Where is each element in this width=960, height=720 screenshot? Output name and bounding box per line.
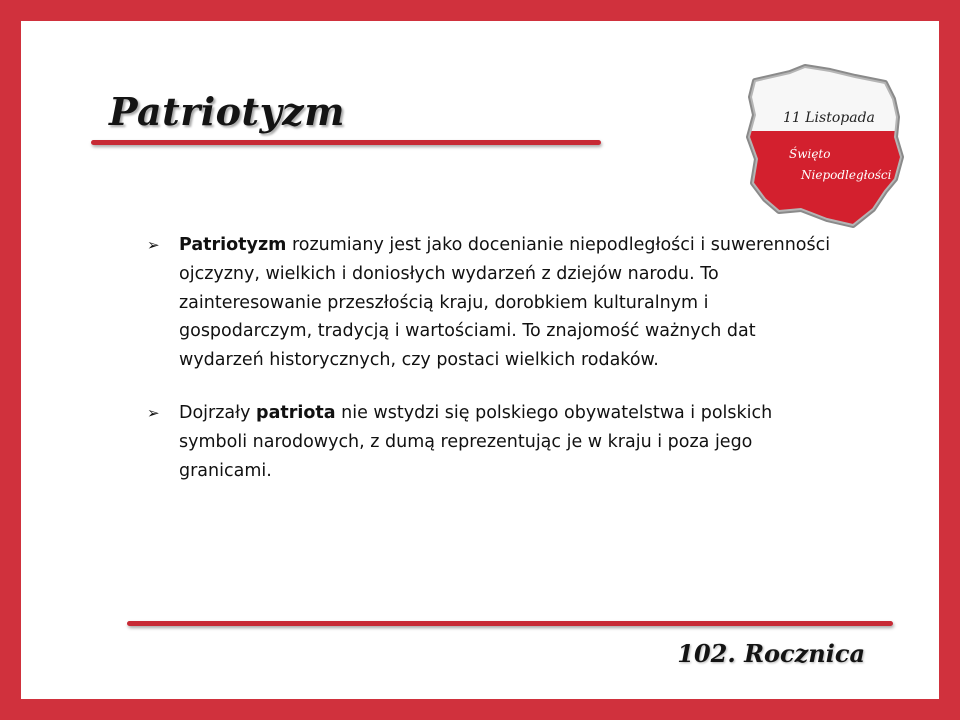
footer-anniversary: 102. Rocznica [677,639,865,668]
arrow-bullet-icon: ➢ [147,403,160,422]
footer-rule [127,621,893,626]
badge-holiday-word2: Niepodległości [801,168,892,182]
bullet-list [147,231,837,509]
bullet-prefix: Dojrzały [179,402,257,423]
badge-holiday-word1: Święto [789,147,831,161]
bullet-bold: patriota [256,402,336,423]
bullet-text [179,231,837,375]
bullet-bold: Patriotyzm [179,235,287,255]
list-item [147,399,837,485]
arrow-bullet-icon: ➢ [147,236,160,254]
title-underline [91,140,601,145]
slide [21,21,939,699]
bullet-text [179,399,837,485]
list-item [147,231,837,375]
page-title: Patriotyzm [109,89,345,134]
poland-map-badge [735,59,905,229]
bullet-body: rozumiany jest jako docenianie niepodległości i suwerenności ojczyzny, wielkich i doniosłych wydarzeń z dziejów narodu. To zainteresowanie przeszłością kraju, dorobkiem kulturalnym i gospodarczym, tradycją i wartościami. To znajomość ważnych dat wydarzeń historycznych, czy postaci wielkich rodaków. [179,235,831,371]
badge-date: 11 Listopada [783,110,875,126]
bullet-body: nie wstydzi się polskiego obywatelstwa i polskich symboli narodowych, z dumą reprezentując je w kraju i poza jego granicami. [179,402,773,481]
